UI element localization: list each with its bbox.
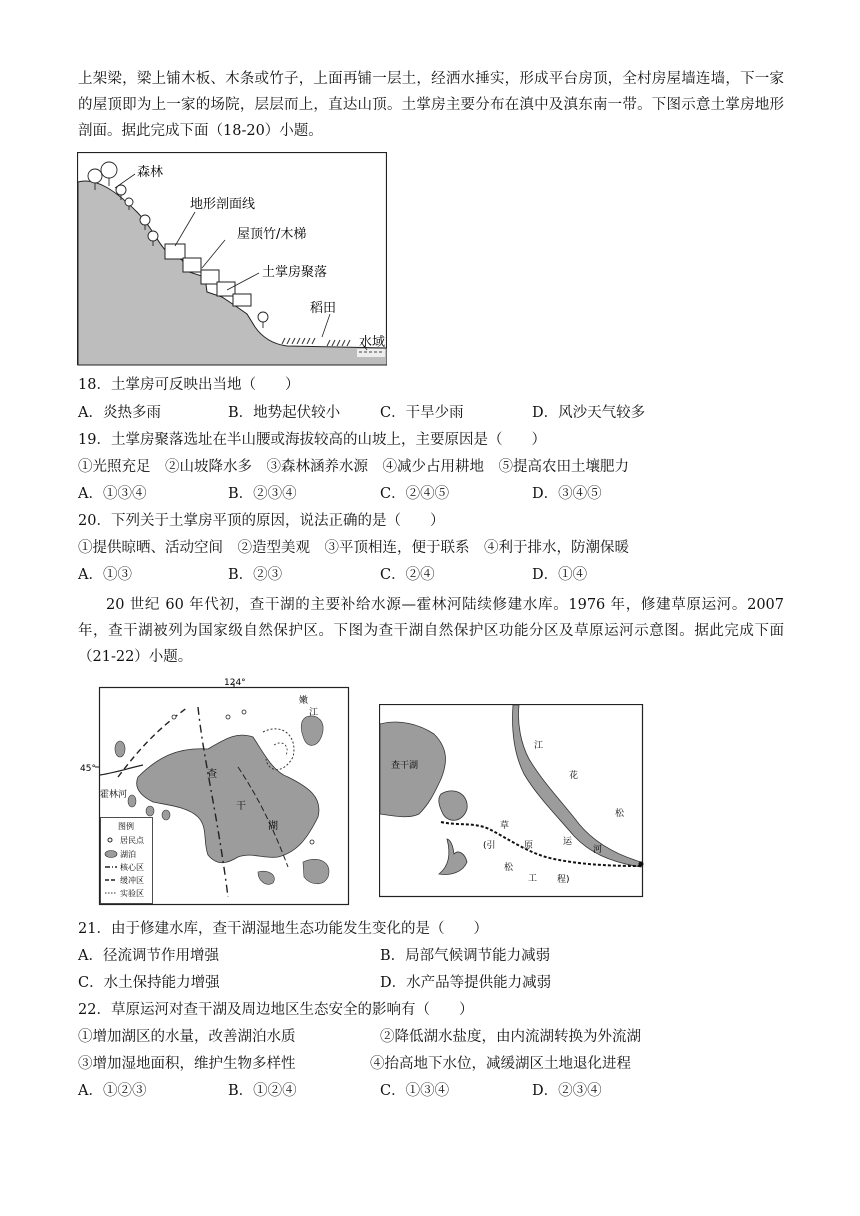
- label-profile-line: 地形剖面线: [190, 197, 256, 212]
- q20-stem: 20．下列关于土掌房平顶的原因，说法正确的是（ ）: [78, 513, 445, 529]
- label-forest: 森林: [137, 165, 164, 180]
- q22-item-3: ③增加湿地面积，维护生物多样性: [78, 1056, 296, 1072]
- q19-option-b[interactable]: B．②③④: [228, 486, 297, 502]
- grassland-canal-map: [379, 704, 644, 898]
- project-char-2: 松: [504, 863, 514, 873]
- q22-stem: 22．草原运河对查干湖及周边地区生态安全的影响有（ ）: [78, 1002, 474, 1018]
- intro2-paragraph: 20 世纪 60 年代初，查干湖的主要补给水源—霍林河陆续修建水库。1976 年，修建草原运河。2007 年，查干湖被列为国家级自然保护区。下图为查干湖自然保护区功能分区及草原运河示意图。据此完成下面（21-22）小题。: [78, 597, 784, 665]
- svg-text:实验区: 实验区: [120, 889, 144, 898]
- q18-option-c[interactable]: C．干旱少雨: [380, 405, 464, 421]
- lat-label: 45°: [80, 764, 96, 774]
- label-paddy: 稻田: [310, 301, 337, 316]
- q22-option-d[interactable]: D．②③④: [532, 1083, 602, 1099]
- q20-option-d[interactable]: D．①④: [532, 567, 588, 583]
- river-char-3: 松: [615, 809, 625, 819]
- q20-option-c[interactable]: C．②④: [380, 567, 435, 583]
- q22-option-c[interactable]: C．①③④: [380, 1083, 450, 1099]
- q18-option-b[interactable]: B．地势起伏较小: [228, 405, 341, 421]
- lake-char-2: 干: [236, 801, 246, 812]
- nen-char-2: 江: [309, 708, 319, 718]
- project-char-3: 工: [528, 874, 538, 884]
- q22-item-1: ①增加湖区的水量，改善湖泊水质: [78, 1029, 296, 1045]
- q19-option-a[interactable]: A．①③④: [78, 486, 147, 502]
- svg-text:湖泊: 湖泊: [120, 850, 136, 859]
- q22-item-4: ④抬高地下水位，减缓湖区土地退化进程: [370, 1056, 631, 1072]
- project-char-4: 程): [557, 875, 570, 885]
- canal-char-4: 河: [593, 845, 603, 855]
- svg-text:缓冲区: 缓冲区: [120, 876, 144, 885]
- lake-char-3: 湖: [268, 821, 278, 832]
- q22-item-2: ②降低湖水盐度，由内流湖转换为外流湖: [380, 1029, 641, 1045]
- q18-option-d[interactable]: D．风沙天气较多: [532, 405, 646, 421]
- project-char-1: (引: [483, 841, 496, 851]
- river-char-2: 花: [569, 771, 579, 781]
- canal-char-3: 运: [563, 837, 573, 847]
- intro-paragraph: 上架梁，梁上铺木板、木条或竹子，上面再铺一层土，经洒水捶实，形成平台房顶，全村房屋墙连墙，下一家的屋顶即为上一家的场院，层层而上，直达山顶。土掌房主要分布在滇中及滇东南一带。下图示意土掌房地形剖面。据此完成下面（18-20）小题。: [78, 71, 784, 139]
- q19-option-c[interactable]: C．②④⑤: [380, 486, 450, 502]
- q19-stem: 19．土掌房聚落选址在半山腰或海拔较高的山坡上，主要原因是（ ）: [78, 432, 546, 448]
- q19-items: ①光照充足 ②山坡降水多 ③森林涵养水源 ④减少占用耕地 ⑤提高农田土壤肥力: [78, 459, 629, 475]
- q18-option-a[interactable]: A．炎热多雨: [78, 405, 161, 421]
- label-water: 水域: [359, 335, 386, 350]
- svg-text:核心区: 核心区: [120, 863, 144, 872]
- lake-char-1: 查: [207, 769, 217, 780]
- nen-char-1: 嫩: [299, 696, 309, 706]
- canal-char-2: 原: [524, 841, 534, 851]
- svg-text:居民点: 居民点: [120, 836, 144, 845]
- chagan-lake-label: 查干湖: [391, 761, 419, 771]
- chagan-lake-zoning-map: [78, 677, 352, 907]
- q18-stem: 18．土掌房可反映出当地（ ）: [78, 377, 300, 393]
- q20-option-a[interactable]: A．①③: [78, 567, 132, 583]
- q20-items: ①提供晾晒、活动空间 ②造型美观 ③平顶相连，便于联系 ④利于排水，防潮保暖: [78, 540, 629, 556]
- q21-option-d[interactable]: D．水产品等提供能力减弱: [380, 975, 552, 991]
- svg-text:图例: 图例: [118, 822, 134, 831]
- label-roof: 屋顶竹/木梯: [237, 227, 307, 242]
- map-legend: [101, 818, 153, 904]
- river-char-1: 江: [534, 741, 544, 751]
- q22-option-a[interactable]: A．①②③: [78, 1083, 147, 1099]
- q20-option-b[interactable]: B．②③: [228, 567, 283, 583]
- q21-stem: 21．由于修建水库，查干湖湿地生态功能发生变化的是（ ）: [78, 921, 488, 937]
- q21-option-a[interactable]: A．径流调节作用增强: [78, 948, 219, 964]
- q22-option-b[interactable]: B．①②④: [228, 1083, 297, 1099]
- q21-option-c[interactable]: C．水土保持能力增强: [78, 975, 220, 991]
- lon-label: 124°: [224, 678, 246, 688]
- q21-option-b[interactable]: B．局部气候调节能力减弱: [380, 948, 551, 964]
- huolin-river-label: 霍林河: [100, 790, 128, 800]
- canal-char-1: 草: [500, 821, 510, 831]
- q19-option-d[interactable]: D．③④⑤: [532, 486, 602, 502]
- label-settlement: 土掌房聚落: [262, 265, 328, 280]
- terrain-profile-figure: [77, 152, 387, 366]
